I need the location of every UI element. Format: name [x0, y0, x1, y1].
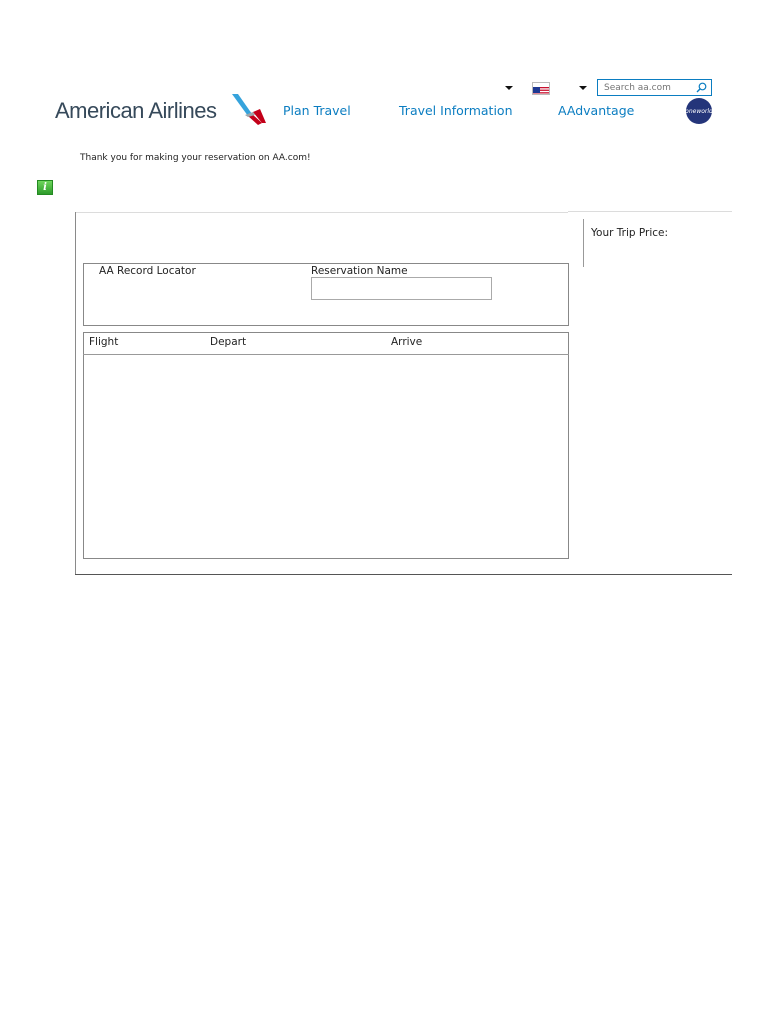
flight-symbol-logo-icon[interactable] [229, 93, 267, 131]
oneworld-logo-icon[interactable] [686, 98, 712, 124]
reservation-name-field[interactable] [311, 277, 492, 300]
content-frame-left [75, 212, 76, 575]
flights-table-header-divider [83, 354, 569, 355]
thank-you-message: Thank you for making your reservation on AA.com! [80, 153, 311, 163]
price-panel-divider [583, 219, 584, 267]
oneworld-logo-text: oneworld [685, 107, 713, 115]
search-field [597, 79, 712, 96]
search-icon[interactable] [696, 82, 707, 93]
price-frame-top [568, 211, 732, 212]
language-dropdown-caret[interactable] [505, 86, 513, 90]
column-header-arrive: Arrive [391, 336, 423, 348]
column-header-depart: Depart [210, 336, 247, 348]
us-flag-icon[interactable] [532, 82, 550, 95]
nav-plan-travel[interactable]: Plan Travel [283, 103, 351, 118]
column-header-flight: Flight [89, 336, 119, 348]
reservation-name-label: Reservation Name [311, 265, 408, 277]
info-icon: i [37, 180, 53, 195]
content-frame-top [75, 212, 568, 213]
flights-table [83, 332, 569, 559]
record-locator-label: AA Record Locator [99, 265, 196, 277]
search-input[interactable] [598, 83, 694, 93]
nav-aadvantage[interactable]: AAdvantage [558, 103, 635, 118]
nav-travel-information[interactable]: Travel Information [399, 103, 513, 118]
brand-logo-text[interactable]: American Airlines [55, 98, 217, 123]
country-dropdown-caret[interactable] [579, 86, 587, 90]
content-frame-bottom [75, 574, 732, 575]
trip-price-label: Your Trip Price: [591, 227, 669, 239]
